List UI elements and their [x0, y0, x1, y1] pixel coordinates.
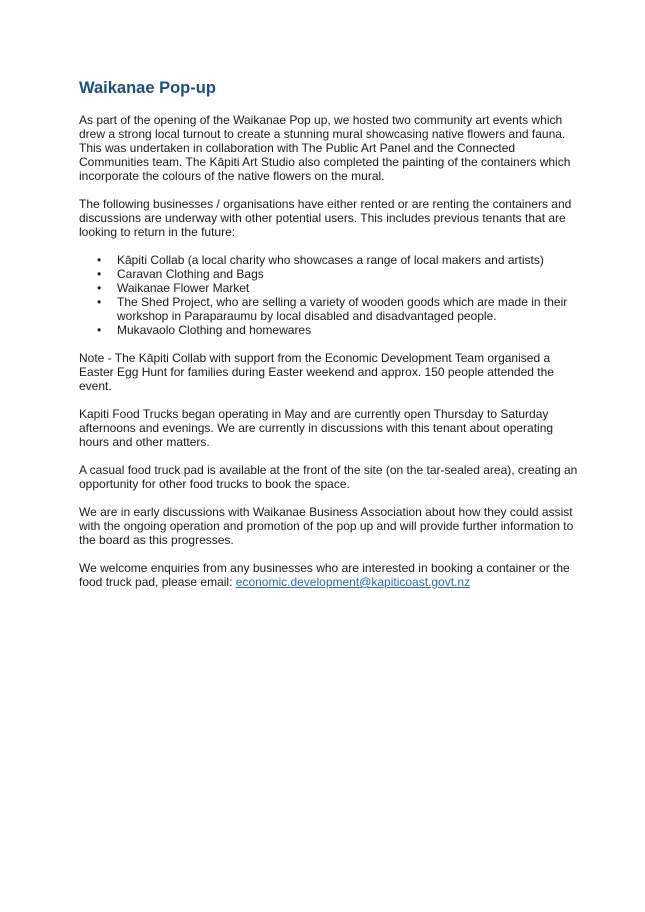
list-item-text: Waikanae Flower Market	[117, 281, 250, 295]
enquiries-text: We welcome enquiries from any businesses who are interested in booking a container or the food truck pad, please email:	[79, 561, 570, 589]
email-link[interactable]: economic.development@kapiticoast.govt.nz	[235, 575, 471, 589]
section-heading: Waikanae Pop-up	[79, 79, 216, 97]
list-item	[79, 295, 579, 323]
list-item	[79, 323, 579, 337]
list-item	[79, 281, 579, 295]
paragraph-easter-note: Note - The Kāpiti Collab with support from the Economic Development Team organised a Easter Egg Hunt for families during Easter weekend and approx. 150 people attended the event.	[79, 351, 554, 393]
list-item-text: Caravan Clothing and Bags	[117, 267, 264, 281]
list-item-text: The Shed Project, who are selling a variety of wooden goods which are made in their workshop in Paraparaumu by local disabled and disadvantaged people.	[117, 295, 568, 323]
list-item	[79, 267, 579, 281]
bullet-icon: •	[97, 295, 102, 309]
paragraph-enquiries	[79, 561, 579, 589]
bullet-icon: •	[97, 281, 102, 295]
paragraph-food-truck-pad: A casual food truck pad is available at the front of the site (on the tar-sealed area), creating an opportunity for other food trucks to book the space.	[79, 463, 578, 491]
paragraph-tenants-intro: The following businesses / organisations have either rented or are renting the containers and discussions are underway with other potential users. This includes previous tenants that are looking to return in the future:	[79, 197, 572, 239]
tenant-list	[79, 253, 579, 337]
paragraph-food-trucks: Kapiti Food Trucks began operating in May and are currently open Thursday to Saturday afternoons and evenings. We are currently in discussions with this tenant about operating hours and other matters.	[79, 407, 554, 449]
bullet-icon: •	[97, 253, 102, 267]
paragraph-business-association: We are in early discussions with Waikanae Business Association about how they could assist with the ongoing operation and promotion of the pop up and will provide further information to the board as this progresses.	[79, 505, 574, 547]
bullet-icon: •	[97, 323, 102, 337]
document-page	[79, 78, 579, 603]
list-item-text: Kāpiti Collab (a local charity who showcases a range of local makers and artists)	[117, 253, 544, 267]
list-item	[79, 253, 579, 267]
bullet-icon: •	[97, 267, 102, 281]
paragraph-mural: As part of the opening of the Waikanae Pop up, we hosted two community art events which drew a strong local turnout to create a stunning mural showcasing native flowers and fauna. This was undertaken in collaboration with The Public Art Panel and the Connected Communities team. The Kāpiti Art Studio also completed the painting of the containers which incorporate the colours of the native flowers on the mural.	[79, 113, 571, 183]
list-item-text: Mukavaolo Clothing and homewares	[117, 323, 312, 337]
